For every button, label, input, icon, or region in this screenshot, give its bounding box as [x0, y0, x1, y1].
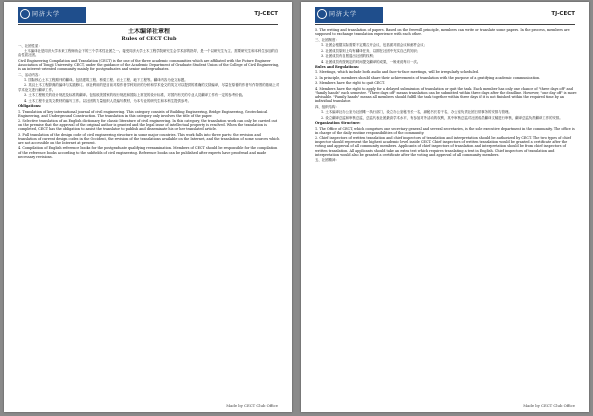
university-logo [18, 7, 86, 23]
section-heading: 二、活动内容： [18, 72, 42, 77]
logo-text: 同济大学 [32, 11, 61, 18]
document-page-left [4, 2, 292, 412]
header-tag: TJ-CECT [254, 11, 278, 17]
paragraph: 4. Compilation of English reference books for the postgraduate qualifying reexamination. Members of CECT should be responsible for the compilation of the reference books according to the subfields of civil engineering. Reference books can be published after experts have proofread and made necessary revisions. [18, 146, 278, 159]
paragraph: 1. Meetings, which include both audio and face-to-face meetings, will be irregularly scheduled. [315, 70, 479, 75]
page-header [18, 6, 278, 25]
paragraph: 3. Full translation of the design code of civil engineering structure in some major countries. This work falls into three parts: the revision and translation of current design codes in the Occident, the revision of the translations available on the Internet, and the translation of some sources which are not accessible on the Internet at present. [18, 132, 280, 145]
page-footer: Made by CECT Club Office [226, 403, 278, 408]
paragraph: 3. 社团成员有自愿退出社团的权利； [321, 54, 377, 59]
paragraph: 2. Selective translation of an English dictionary for classic literature of civil engineering. In this category, the translation work can only be carried out on the premise that the approval of the original author is granted and the legal issue of intellectual property is resolved. When the translation is completed, CECT has the obligation to assist the translator to publish and disseminate his or her translated article. [18, 119, 278, 132]
paragraph: 1. The Office of CECT, which comprises one secretary general and several secretaries, is the sole executive department in the community. The office is in charge of the daily routine responsibilities of the community. [315, 126, 575, 135]
paragraph: 1. 社团会根据实际需要不定期召开会议，包括面对面会议和邮件会议； [321, 43, 428, 48]
doc-title-en: Rules of CECT Club [121, 36, 177, 43]
paragraph: 5. The writing and translation of papers. Based on the freewill principle, members can write or translate some papers. In the process, members are supposed to exchange translation experience with each other. [315, 28, 570, 37]
header-tag: TJ-CECT [551, 11, 575, 17]
paragraph: 1. 国际核心土木工程期刊的翻译。包括建筑工程、桥梁工程、岩土工程、地下工程等。翻译内容为论文标题。 [24, 78, 188, 82]
university-emblem-icon [20, 9, 30, 19]
paragraph: 4. 社团成员有按规定的时间提交翻译的成果，一般来说每月一次。 [321, 59, 421, 64]
section-heading: 三、社团制度： [315, 37, 339, 42]
page-body [315, 28, 577, 398]
section-heading: 四、组织结构： [315, 104, 339, 109]
paragraph: 3. Members have the right to quit CECT. [315, 81, 385, 86]
page-footer: Made by CECT Club Office [523, 403, 575, 408]
doc-title-cn: 土木编译社章程 [127, 28, 170, 35]
paragraph: 2. 英汉土木工程辞典的编译与实践修订。该社利用的是目前对原作者学科知识的分析和学术论文的英文可以提供的准确的文辞编译，尽量在原著的作者写作背景的基础上对学术论文进行翻译工作。 [18, 83, 280, 92]
paragraph: 4. 土木工程专业英文教材的编写工作。以社团的力量组织人员编写教材，为本专业的研究生和本科生提供参考。 [24, 98, 192, 103]
paragraph: 1. Translation of key international journal of civil engineering. This category consists of Building Engineering, Bridge Engineering, Geotechnical Engineering, and Underground Construction. The translation in this category only involves the title of the paper. [18, 109, 268, 118]
paragraph: 3. 土木工程相关的设计规范及标准的翻译。包括欧美国家的现行规范和国际上常见的设计标准，对国内有关的专业人员翻译工作有一定的参考价值。 [24, 93, 246, 98]
paragraph: 2. In principle, members should share their achievements of translation with the purpose of a gratifying academic communication. [315, 75, 541, 80]
paragraph: 2. Chief inspectors of written translation and chief inspectors of translation and interpretation should be authorized by CECT. The two types of chief inspector should represent the highest academic level inside CECT. Chief inspectors of written translation would be granted a certificate after the voting and approval of all community members. Applicants of chief inspectors of translation and interpretation should be from chief inspectors of written translation. All applicants should take an extra test which requires translating a text in English. Chief inspectors of translation and interpretation would also be granted a certificate after the voting and approval of all community members. [315, 136, 571, 157]
logo-text: 同济大学 [329, 11, 358, 18]
paragraph: 土木编译社是同济大学未来工程师协会下的三个学术性社团之一。接受同济大学土木工程学院研究生会学术部的指导，是一个以研究生为主、需要研究生和本科生参加的自由性质社团。 [18, 49, 279, 58]
paragraph: 2. 社团成员原则上均有翻译任务，以期在社团中充实自己的知识； [321, 48, 421, 53]
document-page-right [301, 2, 589, 412]
paragraph: 4. Members have the right to apply for a delayed submission of translation or quit the task. Each member has only one chance of "three days off" and "family hands" each semester. "Three days off" means translation can be submitted within three days after the deadline. However, "one day off" is more advisable. "Family hands" means all members should fulfill the task together within three days if it is not finished within the required time by an individual translator. [315, 86, 577, 104]
page-body [18, 28, 280, 398]
paragraph: 2. 设立翻译总监和审核总监，总监代表社团最高学术水平，有参加对外活动的权利，其中审核总监对社团成员翻译文稿进行审核，翻译总监负责翻译工作的安排。 [321, 115, 563, 120]
section-heading: Obligations: [18, 104, 42, 109]
section-heading: 一、社团性质： [18, 43, 42, 48]
university-logo [315, 7, 383, 23]
section-heading: Rules and Regulations: [315, 65, 360, 69]
section-heading: 五、社团精神： [315, 158, 339, 163]
page-header [315, 6, 575, 25]
paragraph: Civil Engineering Compilation and Translation (CECT) is the one of the three academic communities which are affiliated with the Future Engineer Association of Tongji University. CECT, under the guidance of the Academic Department of Graduate Student Union of the College of Civil Engineering, is an interest-oriented community mainly for postgraduates and senior undergraduates. [18, 58, 280, 72]
university-emblem-icon [317, 9, 327, 19]
paragraph: 1. 土木编译社办公室为社团唯一执行部门，设立办公室秘书长一名，副秘书长若干名，办公室负责社团日常事务的安排与管理。 [321, 110, 512, 115]
section-heading: Organization Structure: [315, 121, 361, 126]
